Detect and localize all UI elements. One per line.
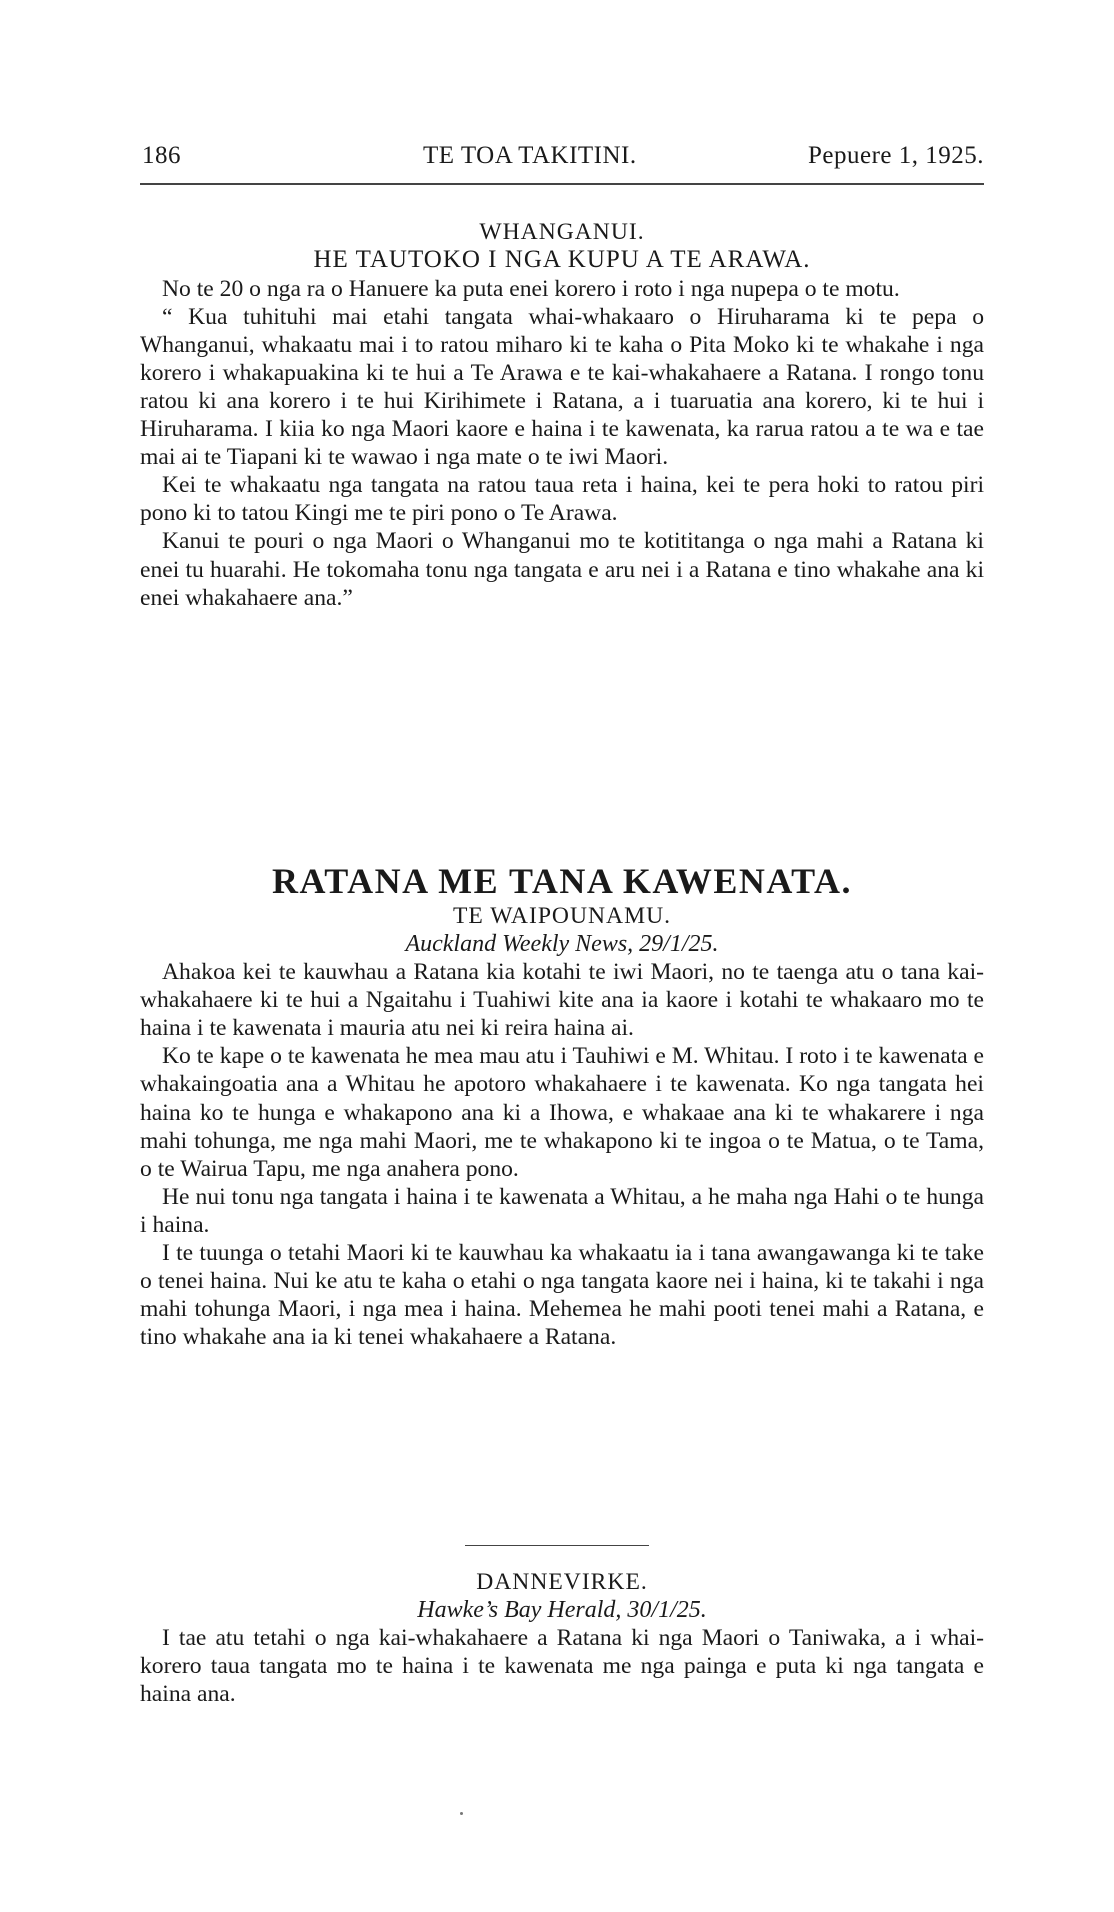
issue-date: Pepuere 1, 1925.	[807, 142, 984, 169]
paragraph: I te tuunga o tetahi Maori ki te kauwhau ka whakaatu ia i tana awangawanga ki te take o tenei haina. Nui ke atu te kaha o etahi o nga tangata kaore nei i haina, ki te takahi i nga mahi tohunga Maori, i nga mea i haina. Mehemea he mahi pooti tenei mahi a Ratana, e tino whakahe ana ia ki tenei whakahaere a Ratana.	[140, 1240, 984, 1351]
paragraph: I tae atu tetahi o nga kai-whakahaere a Ratana ki nga Maori o Taniwaka, a i whai-korero taua tangata mo te haina i te kawenata me nga painga e puta ki nga tangata e haina ana.	[140, 1625, 984, 1708]
section-place-heading: TE WAIPOUNAMU.	[452, 903, 672, 929]
article-ratana-kawenata	[140, 860, 984, 1351]
print-speck	[460, 1812, 463, 1815]
paragraph: Ko te kape o te kawenata he mea mau atu i Tauhiwi e M. Whitau. I roto i te kawenata e whakaingoatia ana a Whitau he apotoro whakahaere i te kawenata. Ko nga tangata hei haina ko te hunga e whakapono ana ki a Ihowa, e whakaae ana ki te whakarere i nga mahi tohunga, me nga mahi Maori, me te whakapono ki te ingoa o te Matua, o te Tama, o te Wairua Tapu, me nga anahera pono.	[140, 1043, 984, 1182]
header-rule	[140, 183, 984, 185]
article-title: HE TAUTOKO I NGA KUPU A TE ARAWA.	[313, 246, 811, 274]
paragraph: “ Kua tuhituhi mai etahi tangata whai-whakaaro o Hiruharama ki te pepa o Whanganui, whakaatu mai i to ratou miharo ki te kaha o Pita Moko ki te whakahe i nga korero i whakapuakina ki te hui a Te Arawa e te kai-whakahaere a Ratana. I rongo tonu ratou ki ana korero i te hui Kirihimete i Ratana, a i tuaruatia ana korero, ki te hui i Hiruharama. I kiia ko nga Maori kaore e haina i te kawenata, ka rarua ratou a te wa e tae mai ai te Tiapani ki te wawao i nga mate o te iwi Maori.	[140, 303, 984, 471]
paragraph: No te 20 o nga ra o Hanuere ka puta enei korero i roto i nga nupepa o te motu.	[162, 275, 900, 302]
running-header	[140, 142, 984, 178]
article-whanganui	[140, 218, 984, 612]
paragraph: He nui tonu nga tangata i haina i te kawenata a Whitau, a he maha nga Hahi o te hunga i haina.	[140, 1183, 984, 1238]
article-title: RATANA ME TANA KAWENATA.	[271, 861, 853, 901]
section-divider	[465, 1545, 649, 1546]
section-place-heading: DANNEVIRKE.	[476, 1569, 648, 1595]
source-citation: Auckland Weekly News, 29/1/25.	[405, 931, 719, 958]
paragraph: Kanui te pouri o nga Maori o Whanganui mo te kotititanga o nga mahi a Ratana ki enei tu huarahi. He tokomaha tonu nga tangata e aru nei i a Ratana e tino whakahe ana ki enei whakahaere ana.”	[140, 528, 984, 611]
section-place-heading: WHANGANUI.	[479, 219, 645, 245]
paragraph: Kei te whakaatu nga tangata na ratou taua reta i haina, kei te pera hoki to ratou piri pono ki to tatou Kingi me te piri pono o Te Arawa.	[140, 472, 984, 527]
page-number: 186	[142, 142, 181, 169]
paragraph: Ahakoa kei te kauwhau a Ratana kia kotahi te iwi Maori, no te taenga atu o tana kai-whakahaere ki te hui a Ngaitahu i Tuahiwi kite ana ia kaore i kotahi te whakaaro mo te haina i te kawenata i mauria atu nei ki reira haina ai.	[140, 959, 984, 1042]
article-dannevirke	[140, 1568, 984, 1708]
source-citation: Hawke’s Bay Herald, 30/1/25.	[417, 1597, 707, 1624]
publication-title: TE TOA TAKITINI.	[423, 142, 637, 169]
